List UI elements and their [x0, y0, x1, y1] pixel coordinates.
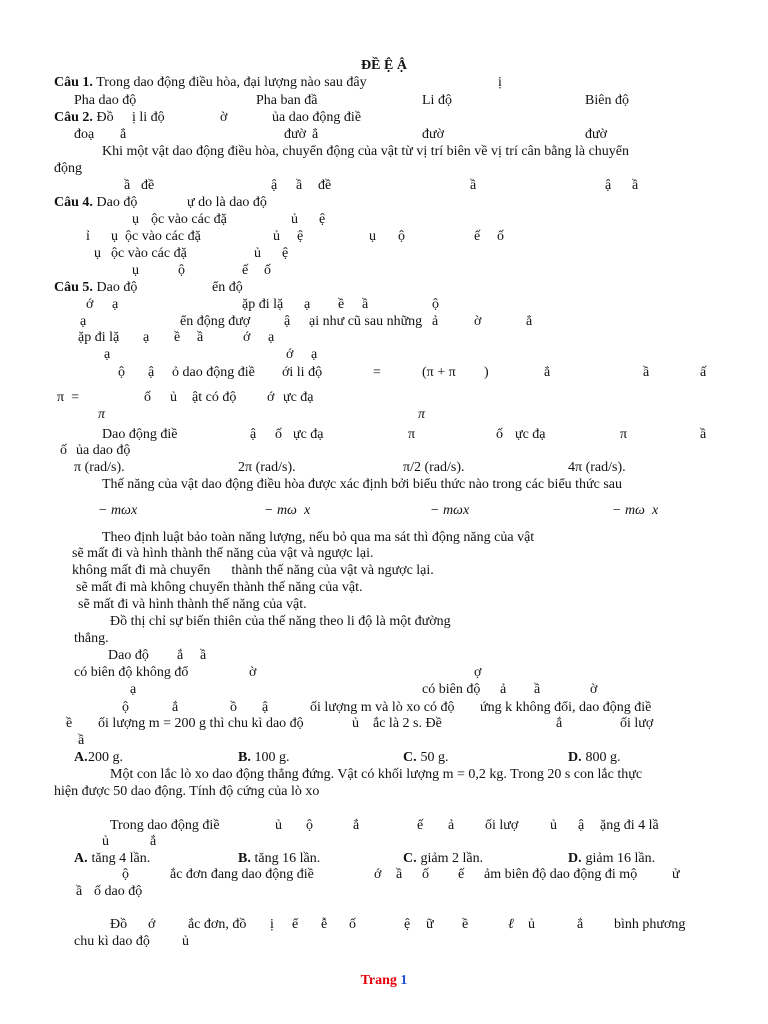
text-fragment: ộ — [398, 229, 405, 244]
text-fragment: ấ — [700, 365, 707, 380]
text-fragment: ớ — [267, 390, 275, 405]
text-fragment: π — [620, 427, 628, 442]
text-fragment: ủ — [275, 818, 282, 833]
text-fragment: ủ — [102, 834, 109, 849]
text-fragment: Dao độ — [93, 195, 138, 210]
text-fragment: đườ — [422, 127, 444, 142]
text-fragment: Theo định luật bảo toàn năng lượng, nếu bỏ qua ma sát thì động năng của vật — [102, 530, 535, 545]
text-fragment: ầ — [76, 884, 83, 899]
text-fragment: ắ — [177, 648, 184, 663]
text-fragment: ực đạ — [283, 390, 314, 405]
text-fragment: ) — [484, 365, 489, 380]
text-fragment: ắ — [172, 700, 179, 715]
text-fragment: ố — [264, 263, 271, 278]
text-fragment: ạ — [268, 330, 275, 345]
text-fragment: ố — [496, 427, 503, 442]
text-fragment: ối lượng m = 200 g thì chu kì dao độ — [98, 716, 304, 731]
text-fragment: − mω x — [612, 503, 659, 518]
text-fragment: (π + π — [422, 365, 456, 380]
text-fragment: ối lượ — [620, 716, 654, 731]
text-fragment: ớ — [374, 867, 382, 882]
text-fragment: ại như cũ sau những — [309, 314, 423, 329]
text-fragment: ể — [292, 917, 299, 932]
text-fragment: ầ — [362, 297, 369, 312]
text-fragment: động — [54, 161, 82, 176]
text-fragment: ủ — [550, 818, 557, 833]
text-fragment: π — [418, 407, 426, 422]
text-fragment: đườ — [284, 127, 306, 142]
exam-title: ĐỀ Ệ Ậ — [361, 58, 407, 73]
text-fragment: ậ — [148, 365, 155, 380]
text-fragment: ụ — [132, 212, 139, 227]
text-fragment: ớ — [148, 917, 156, 932]
text-fragment: π = — [57, 390, 79, 405]
text-fragment: ợ — [474, 665, 482, 680]
text-fragment: ế — [417, 818, 424, 833]
text-fragment: ị — [498, 75, 502, 90]
text-fragment: giảm 2 lần. — [417, 851, 484, 866]
text-fragment: ầ — [200, 648, 207, 663]
question-label: B. — [238, 750, 251, 765]
text-fragment: ệ — [282, 246, 289, 261]
text-fragment: ề — [66, 716, 73, 731]
text-fragment: ề — [174, 330, 181, 345]
text-fragment: Đồ — [93, 110, 114, 125]
text-fragment: ờ — [220, 110, 228, 125]
text-fragment: ờ — [474, 314, 482, 329]
text-fragment: ắc đơn đang dao động điề — [170, 867, 314, 882]
text-fragment: ặp đi lặ — [78, 330, 120, 345]
question-label: Câu 2. — [54, 110, 93, 125]
text-fragment: có biên độ không đổ — [74, 665, 189, 680]
text-fragment: thẳng. — [74, 631, 109, 646]
text-fragment: bình phương — [614, 917, 686, 932]
text-fragment: ộc vào các đặ — [111, 246, 187, 261]
text-fragment: ố — [60, 443, 67, 458]
text-fragment: ề — [338, 297, 345, 312]
text-fragment: ụ — [132, 263, 139, 278]
text-fragment: ắ — [556, 716, 563, 731]
text-fragment: Trong dao động điề — [110, 818, 220, 833]
text-fragment: − mωx — [98, 503, 138, 518]
text-fragment: ộ — [178, 263, 185, 278]
text-fragment: ộ — [306, 818, 313, 833]
text-fragment: ế — [242, 263, 249, 278]
text-fragment: Một con lắc lò xo dao động thẳng đứng. Vật có khối lượng m = 0,2 kg. Trong 20 s con lắc thực — [110, 767, 643, 782]
question-label: B. — [238, 851, 251, 866]
text-fragment: ủ — [254, 246, 261, 261]
text-fragment: ủ — [170, 390, 177, 405]
text-fragment: ố — [497, 229, 504, 244]
text-fragment: ắc đơn, đồ — [188, 917, 247, 932]
text-fragment: Dao độ — [93, 280, 138, 295]
text-fragment: ộc vào các đặ — [125, 229, 201, 244]
text-fragment: ắc là 2 s. Đề — [373, 716, 442, 731]
text-fragment: ực đạ — [293, 427, 324, 442]
text-fragment: = — [373, 365, 381, 380]
text-fragment: ủ — [528, 917, 535, 932]
text-fragment: sẽ mất đi và hình thành thế năng của vật và ngược lại. — [72, 546, 374, 561]
text-fragment: ễ — [321, 917, 328, 932]
text-fragment: ầ — [700, 427, 707, 442]
text-fragment: Pha dao độ — [74, 93, 137, 108]
text-fragment: 100 g. — [251, 750, 290, 765]
text-fragment: ầ — [197, 330, 204, 345]
text-fragment: ậ — [605, 178, 612, 193]
text-fragment: 2π (rad/s). — [238, 460, 296, 475]
question-label: C. — [403, 750, 417, 765]
text-fragment: π (rad/s). — [74, 460, 125, 475]
question-label: Câu 5. — [54, 280, 93, 295]
text-fragment: Đồ — [110, 917, 128, 932]
text-fragment: Pha ban đầ — [256, 93, 318, 108]
text-fragment: ầ — [470, 178, 477, 193]
text-fragment: ố — [422, 867, 429, 882]
text-fragment: ộ — [122, 700, 129, 715]
text-fragment: ạ — [311, 347, 318, 362]
text-fragment: ớ — [286, 347, 294, 362]
text-fragment: ắ — [577, 917, 584, 932]
text-fragment: − mωx — [430, 503, 470, 518]
question-label: C. — [403, 851, 417, 866]
text-fragment: ế — [458, 867, 465, 882]
text-fragment: ủ — [273, 229, 280, 244]
text-fragment: ầ — [296, 178, 303, 193]
text-fragment: ộ — [118, 365, 125, 380]
text-fragment: ả — [448, 818, 455, 833]
text-fragment: ố dao độ — [94, 884, 143, 899]
text-fragment: ồ — [230, 700, 237, 715]
text-fragment: 50 g. — [417, 750, 449, 765]
text-fragment: ậ — [262, 700, 269, 715]
text-fragment: ậ — [250, 427, 257, 442]
text-fragment: ạ — [130, 682, 137, 697]
text-fragment: ử — [672, 867, 680, 882]
text-fragment: ủ — [291, 212, 298, 227]
text-fragment: ớ — [86, 297, 94, 312]
text-fragment: ển độ — [212, 280, 243, 295]
text-fragment: ẳ — [526, 314, 533, 329]
text-fragment: ả — [500, 682, 507, 697]
text-fragment: Đồ thị chỉ sự biến thiên của thế năng theo li độ là một đường — [110, 614, 451, 629]
text-fragment: ờ — [249, 665, 257, 680]
text-fragment: sẽ mất đi và hình thành thế năng của vật. — [78, 597, 307, 612]
text-fragment: đề — [141, 178, 155, 193]
text-fragment: ị li độ — [132, 110, 165, 125]
text-fragment: ủa dao động điề — [272, 110, 362, 125]
text-fragment: 800 g. — [582, 750, 621, 765]
text-fragment: ậ — [271, 178, 278, 193]
text-fragment: ế — [474, 229, 481, 244]
text-fragment: ậ — [578, 818, 585, 833]
text-fragment: ầ — [78, 733, 85, 748]
text-fragment: ủa dao độ — [76, 443, 131, 458]
text-fragment: ị — [270, 917, 274, 932]
question-label: Câu 1. — [54, 75, 93, 90]
text-fragment: đườ — [585, 127, 607, 142]
footer-label: Trang — [360, 973, 397, 988]
text-fragment: ề — [462, 917, 469, 932]
text-fragment: ỏ dao động điề — [172, 365, 255, 380]
text-fragment: ố — [275, 427, 282, 442]
text-fragment: Trong dao động điều hòa, đại lượng nào sau đây — [93, 75, 367, 90]
text-fragment: Dao động điề — [102, 427, 178, 442]
text-fragment: ủ — [182, 934, 189, 949]
text-fragment: ờ — [590, 682, 598, 697]
text-fragment: ắ — [150, 834, 157, 849]
text-fragment: giảm 16 lần. — [582, 851, 656, 866]
text-fragment: ặp đi lặ — [242, 297, 284, 312]
text-fragment: 4π (rad/s). — [568, 460, 626, 475]
text-fragment: ạ — [304, 297, 311, 312]
text-fragment: ặng đi 4 lầ — [600, 818, 659, 833]
question-label: Câu 4. — [54, 195, 93, 210]
text-fragment: ủ — [352, 716, 359, 731]
text-fragment: ạ — [80, 314, 87, 329]
text-fragment: ℓ — [508, 917, 514, 932]
text-fragment: 200 g. — [88, 750, 123, 765]
text-fragment: ạ — [143, 330, 150, 345]
text-fragment: ậ — [284, 314, 291, 329]
text-fragment: đề — [318, 178, 332, 193]
text-fragment: ầ — [632, 178, 639, 193]
page-footer — [0, 973, 768, 989]
text-fragment: đoạ — [74, 127, 95, 142]
page-number: 1 — [400, 973, 408, 988]
text-fragment: ẳ — [312, 127, 319, 142]
text-fragment: Khi một vật dao động điều hòa, chuyển động của vật từ vị trí biên về vị trí cân bằng là chuyển — [102, 144, 630, 159]
text-fragment: Li độ — [422, 93, 452, 108]
text-fragment: ứng k không đổi, dao động điề — [480, 700, 652, 715]
text-fragment: ẳ — [120, 127, 127, 142]
text-fragment: ẳ — [544, 365, 551, 380]
question-label: D. — [568, 750, 582, 765]
question-label: A. — [74, 750, 88, 765]
text-fragment: ầ — [124, 178, 131, 193]
text-fragment: ới li độ — [282, 365, 323, 380]
text-fragment: sẽ mất đi mà không chuyển thành thế năng của vật. — [76, 580, 363, 595]
text-fragment: tăng 16 lần. — [251, 851, 321, 866]
text-fragment: Dao độ — [108, 648, 149, 663]
text-fragment: ộ — [432, 297, 439, 312]
text-fragment: ộ — [122, 867, 129, 882]
text-fragment: ự do là dao độ — [187, 195, 267, 210]
text-fragment: ối lượ — [485, 818, 519, 833]
text-fragment: ầ — [534, 682, 541, 697]
text-fragment: ụ — [94, 246, 101, 261]
text-fragment: ạ — [112, 297, 119, 312]
text-fragment: ắ — [353, 818, 360, 833]
text-fragment: ầ — [396, 867, 403, 882]
text-fragment: π — [408, 427, 416, 442]
text-fragment: ệ — [297, 229, 304, 244]
text-fragment: π — [98, 407, 106, 422]
text-fragment: ộc vào các đặ — [151, 212, 227, 227]
text-fragment: ụ — [369, 229, 376, 244]
text-fragment: π/2 (rad/s). — [403, 460, 465, 475]
text-fragment: ỉ — [86, 229, 90, 244]
text-fragment: ớ — [243, 330, 251, 345]
question-label: D. — [568, 851, 582, 866]
text-fragment: ố — [349, 917, 356, 932]
text-fragment: ụ — [111, 229, 118, 244]
text-fragment: ật có độ — [192, 390, 237, 405]
text-fragment: ảm biên độ dao động đi mộ — [484, 867, 638, 882]
text-fragment: ực đạ — [515, 427, 546, 442]
text-fragment: ệ — [404, 917, 411, 932]
text-fragment: ạ — [104, 347, 111, 362]
text-fragment: hiện được 50 dao động. Tính độ cứng của lò xo — [54, 784, 320, 799]
text-fragment: ả — [432, 314, 439, 329]
question-label: A. — [74, 851, 88, 866]
text-fragment: ầ — [643, 365, 650, 380]
text-fragment: ối lượng m và lò xo có độ — [310, 700, 455, 715]
text-fragment: Biên độ — [585, 93, 629, 108]
text-fragment: ố — [144, 390, 151, 405]
text-fragment: ển động đượ — [180, 314, 251, 329]
text-fragment: có biên độ — [422, 682, 481, 697]
text-fragment: chu kì dao độ — [74, 934, 150, 949]
text-fragment: Thế năng của vật dao động điều hòa được xác định bởi biểu thức nào trong các biểu thức sau — [102, 477, 623, 492]
text-fragment: − mω x — [264, 503, 311, 518]
text-fragment: không mất đi mà chuyển thành thế năng của vật và ngược lại. — [72, 563, 434, 578]
text-fragment: ệ — [319, 212, 326, 227]
text-fragment: tăng 4 lần. — [88, 851, 151, 866]
text-fragment: ữ — [426, 917, 434, 932]
